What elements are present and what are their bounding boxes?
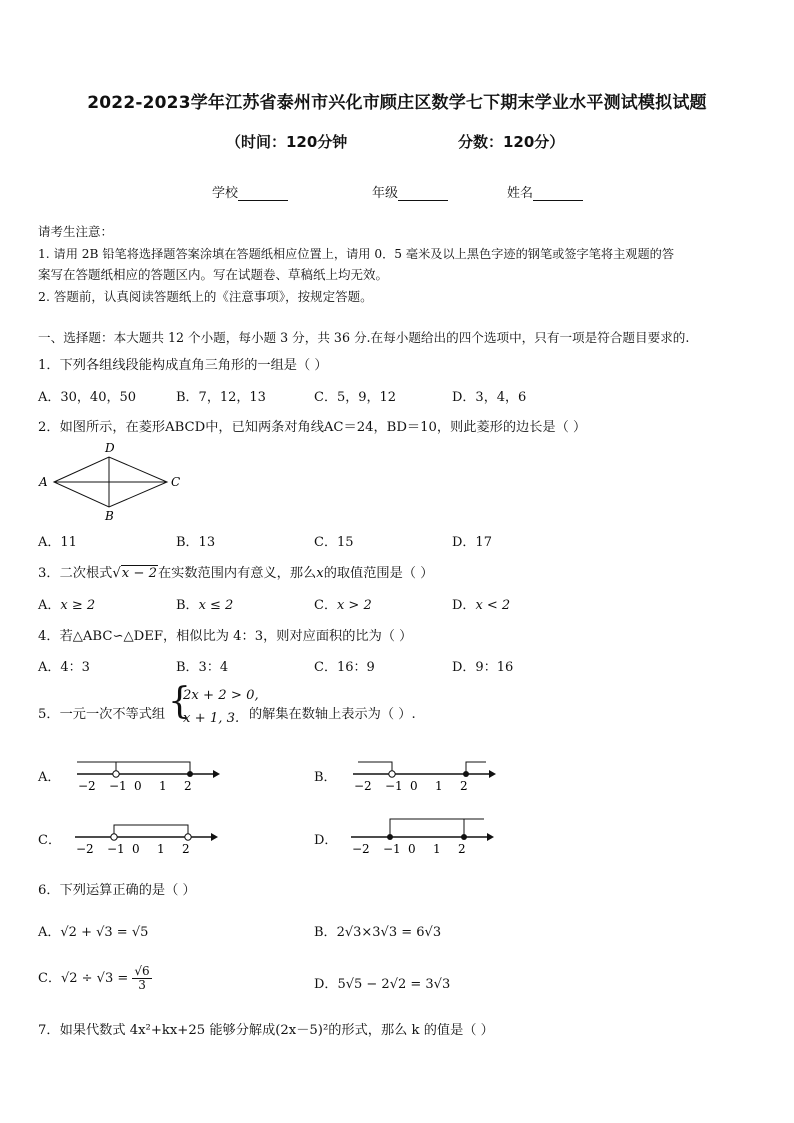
- tick-label: −1: [383, 842, 401, 856]
- exam-time: （时间：120分钟: [226, 133, 348, 151]
- q6-option-a[interactable]: A．√2 + √3 = √5: [38, 925, 149, 940]
- section-heading: 一、选择题：本大题共 12 个小题，每小题 3 分，共 36 分.在每小题给出的四个选项中，只有一项是符合题目要求的.: [38, 330, 690, 345]
- q6-option-d[interactable]: D．5√5 − 2√2 = 3√3: [314, 977, 451, 992]
- q2-stem: 2．如图所示，在菱形ABCD中，已知两条对角线AC＝24，BD＝10，则此菱形的边长是（ ）: [38, 420, 587, 435]
- tick-label: 0: [134, 779, 142, 793]
- q5-option-d[interactable]: D．: [314, 833, 338, 848]
- q5-numberline-c[interactable]: [70, 815, 220, 857]
- q3-option-b[interactable]: B．x ≤ 2: [176, 598, 234, 613]
- tick-label: −2: [352, 842, 370, 856]
- q5-stem-pre: 5．一元一次不等式组: [38, 707, 166, 722]
- exam-score: 分数：120分）: [458, 133, 565, 151]
- tick-label: −2: [354, 779, 372, 793]
- tick-label: 1: [435, 779, 443, 793]
- grade-field[interactable]: 年级: [372, 182, 448, 201]
- q1-option-c[interactable]: C．5，9，12: [314, 390, 397, 405]
- notice-line-1: 1. 请用 2B 铅笔将选择题答案涂填在答题纸相应位置上，请用 0．5 毫米及以上黑色字迹的钢笔或签字笔将主观题的答: [38, 247, 675, 261]
- q6-stem: 6．下列运算正确的是（ ）: [38, 883, 196, 898]
- q3-radicand: x − 2: [121, 566, 157, 581]
- q3-option-a[interactable]: A．x ≥ 2: [38, 598, 96, 613]
- tick-label: 2: [182, 842, 190, 856]
- q5-numberline-d[interactable]: [346, 812, 496, 857]
- q6-option-b[interactable]: B．2√3×3√3 = 6√3: [314, 925, 442, 940]
- tick-label: 0: [132, 842, 140, 856]
- vertex-d-label: D: [105, 441, 115, 455]
- tick-label: −2: [76, 842, 94, 856]
- tick-label: 0: [410, 779, 418, 793]
- q4-option-d[interactable]: D．9：16: [452, 660, 514, 675]
- tick-label: 0: [408, 842, 416, 856]
- tick-label: 2: [458, 842, 466, 856]
- name-field[interactable]: 姓名: [507, 182, 583, 201]
- q1-stem: 1．下列各组线段能构成直角三角形的一组是（ ）: [38, 358, 328, 373]
- q1-option-a[interactable]: A．30，40，50: [38, 390, 137, 405]
- school-field[interactable]: 学校: [212, 182, 288, 201]
- q2-option-b[interactable]: B．13: [176, 535, 216, 550]
- q3-stem: 3．二次根式√x − 2在实数范围内有意义，那么x的取值范围是（ ）: [38, 566, 434, 581]
- tick-label: 1: [157, 842, 165, 856]
- q5-option-a[interactable]: A．: [38, 770, 61, 785]
- q5-inequality-2: x + 1, 3.: [183, 711, 240, 726]
- tick-label: 2: [184, 779, 192, 793]
- tick-label: 1: [433, 842, 441, 856]
- q5-numberline-b[interactable]: [348, 752, 498, 794]
- q1-option-b[interactable]: B．7，12，13: [176, 390, 266, 405]
- tick-label: −1: [385, 779, 403, 793]
- q1-option-d[interactable]: D．3，4，6: [452, 390, 527, 405]
- q5-stem-post: 的解集在数轴上表示为（ ）.: [249, 707, 416, 722]
- tick-label: −2: [78, 779, 96, 793]
- tick-label: −1: [109, 779, 127, 793]
- tick-label: −1: [107, 842, 125, 856]
- q5-inequality-1: 2x + 2 > 0,: [183, 688, 259, 703]
- q2-option-a[interactable]: A．11: [38, 535, 77, 550]
- notice-heading: 请考生注意：: [38, 224, 114, 239]
- q3-option-c[interactable]: C．x > 2: [314, 598, 372, 613]
- tick-label: 1: [159, 779, 167, 793]
- vertex-c-label: C: [171, 475, 181, 489]
- q3-option-d[interactable]: D．x < 2: [452, 598, 511, 613]
- q4-stem: 4．若△ABC∽△DEF，相似比为 4：3，则对应面积的比为（ ）: [38, 629, 413, 644]
- q2-option-c[interactable]: C．15: [314, 535, 354, 550]
- q5-option-c[interactable]: C．: [38, 833, 61, 848]
- q4-option-b[interactable]: B．3：4: [176, 660, 229, 675]
- system-brace: {: [168, 681, 191, 722]
- vertex-b-label: B: [105, 509, 114, 523]
- q6-option-c[interactable]: C．√2 ÷ √3 = $\frac{√6}{3}$: [38, 964, 150, 993]
- q5-numberline-a[interactable]: [72, 752, 222, 794]
- q2-option-d[interactable]: D．17: [452, 535, 492, 550]
- q7-stem: 7．如果代数式 4x²+kx+25 能够分解成(2x－5)²的形式，那么 k 的值是（ ）: [38, 1023, 494, 1038]
- notice-line-1b: 案写在答题纸相应的答题区内。写在试题卷、草稿纸上均无效。: [38, 267, 389, 282]
- q4-option-c[interactable]: C．16：9: [314, 660, 375, 675]
- q4-option-a[interactable]: A．4：3: [38, 660, 90, 675]
- exam-title: 2022-2023学年江苏省泰州市兴化市顾庄区数学七下期末学业水平测试模拟试题: [87, 93, 707, 113]
- tick-label: 2: [460, 779, 468, 793]
- rhombus-figure: [36, 438, 186, 524]
- vertex-a-label: A: [39, 475, 48, 489]
- q5-option-b[interactable]: B．: [314, 770, 337, 785]
- notice-line-2: 2. 答题前，认真阅读答题纸上的《注意事项》，按规定答题。: [38, 289, 373, 304]
